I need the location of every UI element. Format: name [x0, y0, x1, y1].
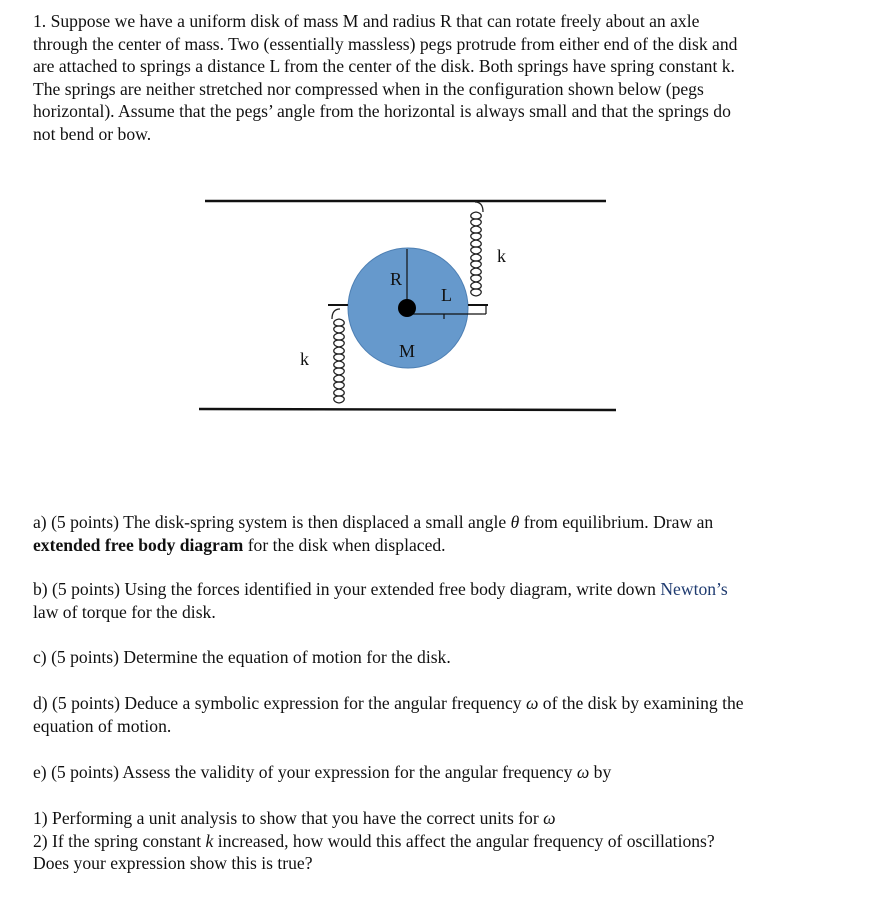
intro-line: 1. Suppose we have a uniform disk of mass M and radius R that can rotate freely about an axle [33, 11, 700, 31]
intro-line: not bend or bow. [33, 123, 152, 144]
axle [398, 299, 416, 317]
omega-symbol: ω [576, 762, 590, 782]
intro-line: The springs are neither stretched nor compressed when in the configuration shown below (pegs [33, 78, 704, 99]
intro-line: through the center of mass. Two (essentially massless) pegs protrude from either end of the disk and [33, 33, 738, 54]
theta-symbol: θ [510, 512, 520, 532]
disk-spring-diagram [195, 185, 625, 425]
right-spring [471, 202, 483, 296]
problem-statement [33, 10, 823, 145]
question-b: b) (5 points) Using the forces identified in your extended free body diagram, write down Newton’s law of torque for the disk. [33, 579, 728, 622]
label-radius: R [390, 269, 403, 289]
question-c: c) (5 points) Determine the equation of motion for the disk. [33, 647, 451, 667]
label-spring-left: k [300, 349, 309, 369]
emphasis-fbd: extended free body diagram [33, 534, 244, 555]
subitem-2: 2) If the spring constant k increased, how would this affect the angular frequency of oscillations? [33, 830, 715, 851]
label-mass: M [399, 341, 416, 361]
label-lever: L [441, 285, 452, 305]
question-e: e) (5 points) Assess the validity of your expression for the angular frequency ω by [33, 762, 612, 782]
omega-symbol: ω [525, 693, 539, 713]
question-a: a) (5 points) The disk-spring system is then displaced a small angle θ from equilibrium. Draw an extended free body diagram for the disk when displaced. [33, 512, 714, 555]
question-d: d) (5 points) Deduce a symbolic expression for the angular frequency ω of the disk by examining the equation of motion. [33, 693, 744, 736]
bottom-wall [199, 409, 616, 410]
left-spring [332, 309, 344, 403]
intro-line: horizontal). Assume that the pegs’ angle from the horizontal is always small and that the springs do [33, 101, 731, 121]
question-e-subitems: 1) Performing a unit analysis to show that you have the correct units for ω 2) If the spring constant k increased, how would this affect the angular frequency of oscillations? Does your expression show this is true? [33, 807, 833, 875]
newtons-link-text: Newton’s [660, 579, 728, 599]
subitem-1: 1) Performing a unit analysis to show that you have the correct units for ω [33, 808, 556, 828]
intro-line: are attached to springs a distance L from the center of the disk. Both springs have spring constant k. [33, 56, 735, 76]
label-spring-right: k [497, 246, 506, 266]
